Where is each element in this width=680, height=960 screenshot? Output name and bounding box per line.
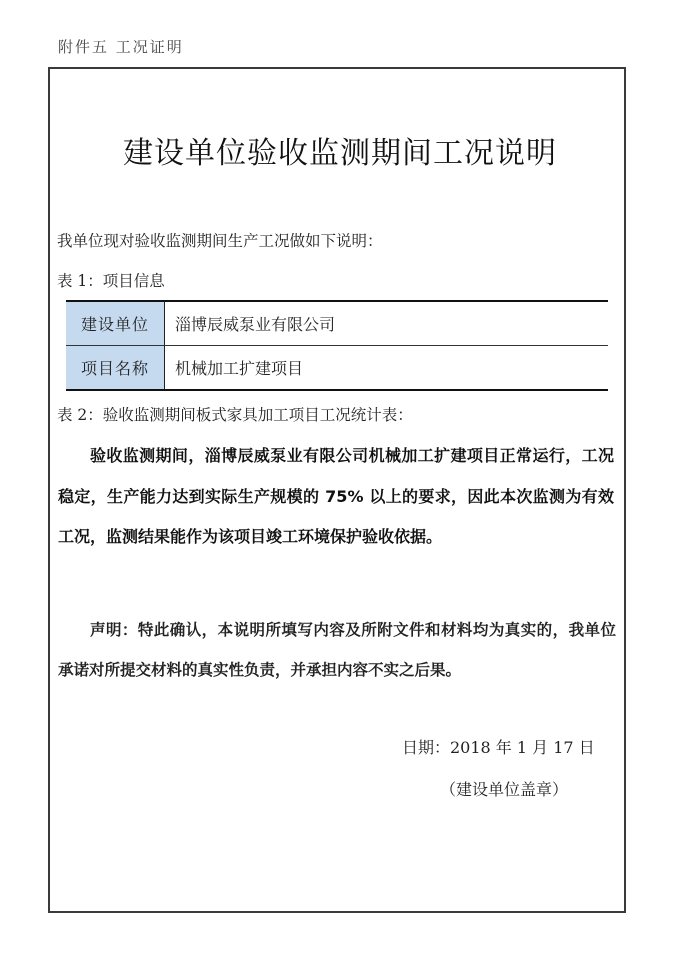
attachment-label: 附件五 工况证明 <box>58 38 184 56</box>
table-value-project-name: 机械加工扩建项目 <box>165 346 609 391</box>
intro-statement: 我单位现对验收监测期间生产工况做如下说明： <box>57 232 383 250</box>
project-info-table <box>66 300 608 391</box>
table-row <box>66 301 608 346</box>
working-condition-paragraph: 验收监测期间，淄博辰威泵业有限公司机械加工扩建项目正常运行，工况稳定，生产能力达到实际生产规模的 75% 以上的要求，因此本次监测为有效工况，监测结果能作为该项目竣工环境保护验收依据。 <box>58 446 614 546</box>
table-key-project-name: 项目名称 <box>66 346 165 391</box>
table2-caption: 表 2：验收监测期间板式家具加工项目工况统计表： <box>57 406 413 424</box>
stamp-note: （建设单位盖章） <box>440 780 569 799</box>
document-title: 建设单位验收监测期间工况说明 <box>123 136 557 171</box>
table-key-construction-unit: 建设单位 <box>66 301 165 346</box>
table-value-construction-unit: 淄博辰威泵业有限公司 <box>175 315 336 334</box>
table1-caption: 表 1：项目信息 <box>57 272 165 290</box>
declaration-paragraph: 声明：特此确认，本说明所填写内容及所附文件和材料均为真实的，我单位承诺对所提交材料的真实性负责，并承担内容不实之后果。 <box>58 620 616 679</box>
table-row <box>66 346 608 391</box>
date-line: 日期：2018 年 1 月 17 日 <box>402 738 595 757</box>
